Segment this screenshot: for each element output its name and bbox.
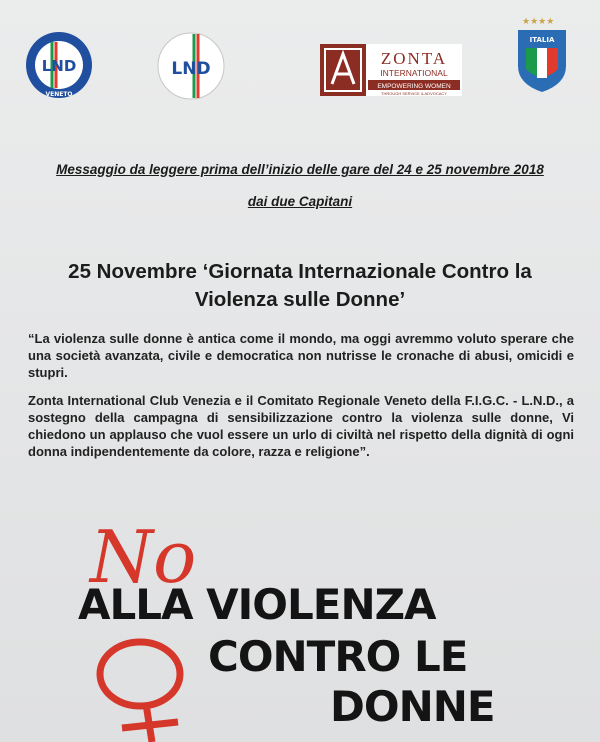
headline-line-2: Violenza sulle Donne’	[194, 288, 406, 311]
headline-line-1: 25 Novembre ‘Giornata Internazionale Contro la	[68, 260, 532, 283]
female-symbol-icon	[100, 642, 180, 742]
lnd-veneto-logo	[24, 30, 94, 100]
body-paragraph-2: Zonta International Club Venezia e il Comitato Regionale Veneto della F.I.G.C. - L.N.D., a sostegno della campagna di sensibilizzazione contro la violenza sulle donne, Vi chiedono un applauso che vuol essere un urlo di civiltà nel rispetto della dignità di ogni donna indipendentemente da colore, razza e religione”.	[28, 393, 574, 459]
lnd-crest-logo	[156, 26, 226, 104]
lnd-regional-sub: VENETO	[45, 91, 73, 98]
message-intro: Messaggio da leggere prima dell’inizio delle gare del 24 e 25 novembre 2018	[56, 162, 544, 177]
campaign-line-2: CONTRO LE	[208, 632, 468, 681]
lnd-crest-text: LND	[171, 59, 211, 79]
lnd-regional-text: LND	[41, 57, 77, 75]
zonta-name: ZONTA	[380, 49, 448, 68]
zonta-tagline-2: THROUGH SERVICE & ADVOCACY	[381, 91, 447, 96]
zonta-sub: INTERNATIONAL	[380, 68, 448, 78]
figc-text: ITALIA	[529, 36, 555, 44]
zonta-tagline: EMPOWERING WOMEN	[377, 83, 451, 90]
no-handwritten-text: No	[90, 515, 197, 599]
campaign-line-3: DONNE	[330, 682, 495, 731]
message-captains: dai due Capitani	[247, 194, 353, 209]
campaign-line-1: ALLA VIOLENZA	[78, 580, 436, 629]
zonta-international-logo	[320, 44, 462, 96]
star-icon: ★★★★	[522, 17, 555, 27]
body-paragraph-1: “La violenza sulle donne è antica come il mondo, ma oggi avremmo voluto sperare che una società avanzata, civile e democratica non nutrisse le cronache di abusi, omicidi e stupri.	[28, 331, 574, 380]
figc-italia-logo	[512, 14, 572, 94]
headline	[20, 258, 580, 314]
logo-bar	[0, 0, 600, 120]
